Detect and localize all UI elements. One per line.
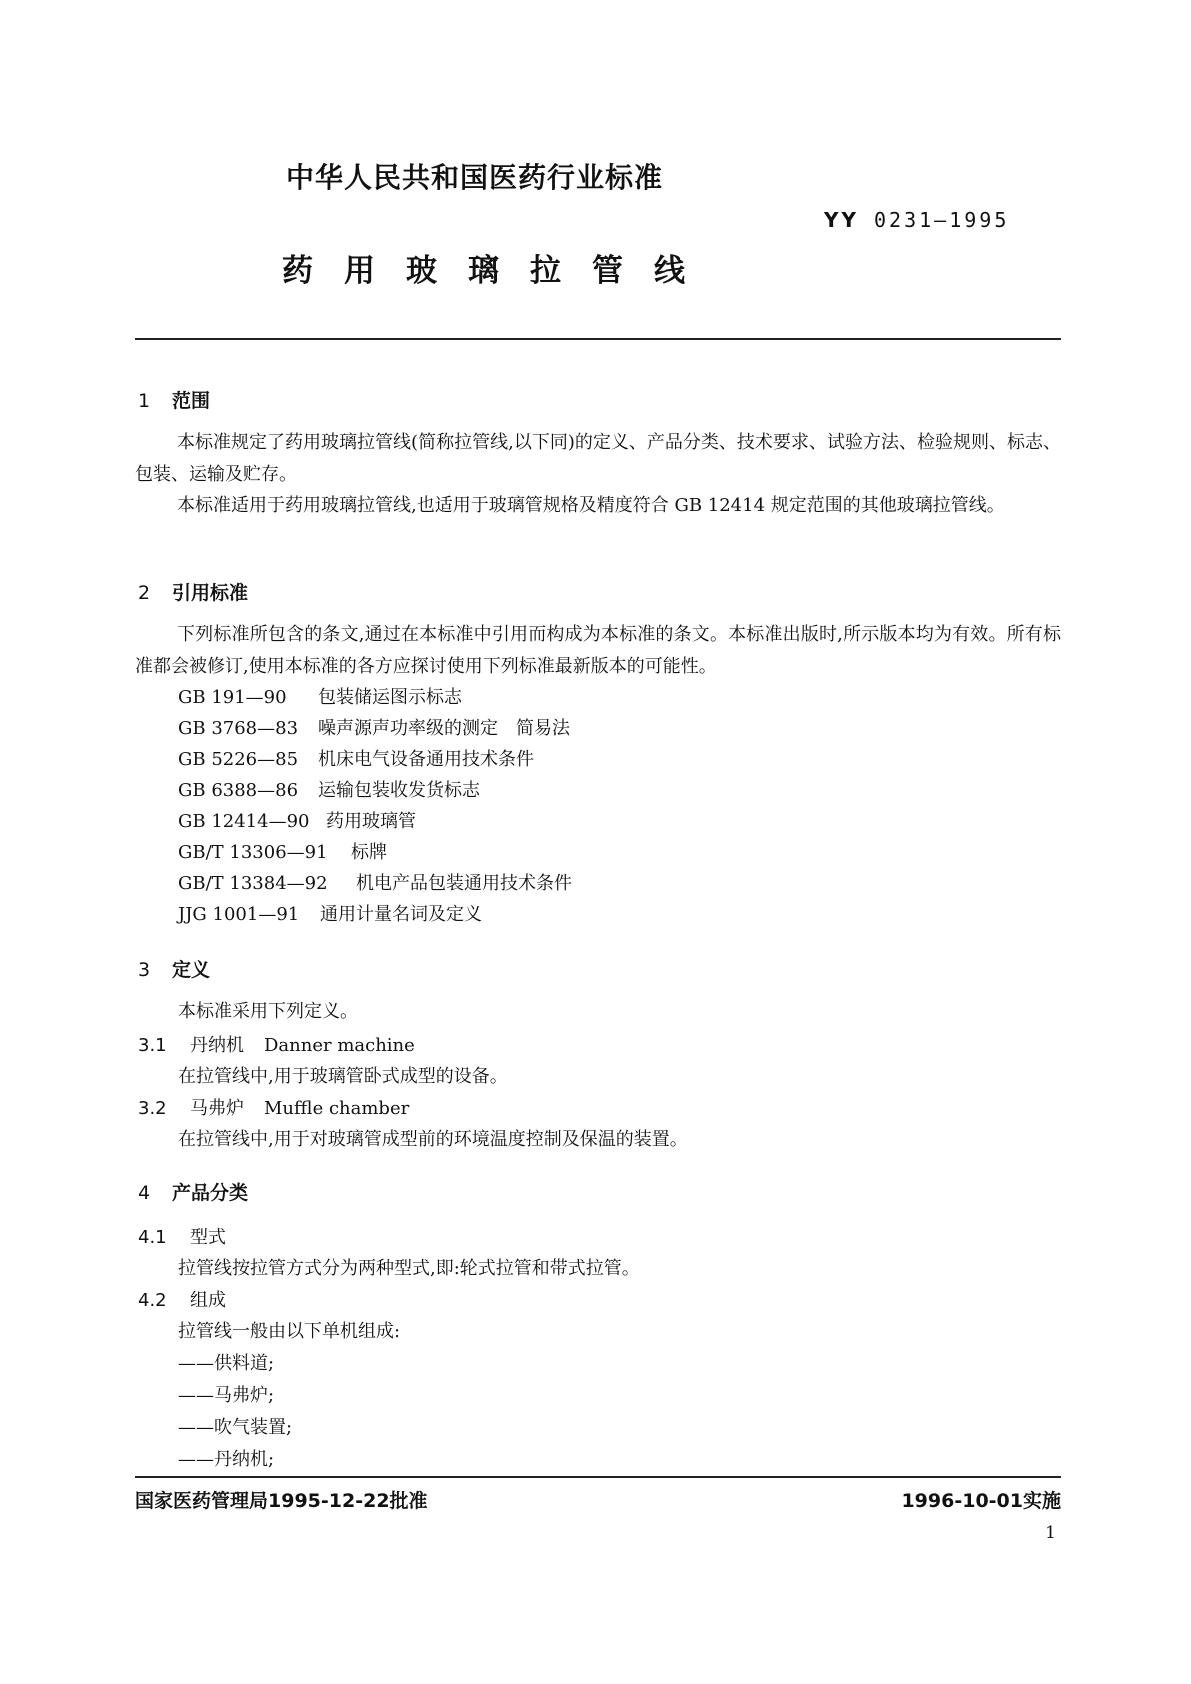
definition-term: 丹纳机 xyxy=(190,1035,244,1056)
definition-3-2 xyxy=(138,1094,409,1120)
ref-list-item xyxy=(178,713,570,744)
ref-list-item xyxy=(178,744,534,775)
ref-name: 标牌 xyxy=(351,842,387,863)
clause-number: 4.1 xyxy=(138,1227,167,1248)
section-number: 3 xyxy=(138,959,151,981)
standard-code xyxy=(824,208,1009,232)
clause-4-1 xyxy=(138,1223,226,1249)
section-number: 4 xyxy=(138,1182,151,1204)
ref-list-item xyxy=(178,806,416,837)
standard-code-number: 0231—1995 xyxy=(874,208,1010,232)
ref-name: 机电产品包装通用技术条件 xyxy=(356,873,572,894)
section-4-heading xyxy=(138,1178,248,1205)
page-number: 1 xyxy=(1045,1523,1056,1543)
clause-4-2 xyxy=(138,1286,226,1312)
clause-title: 型式 xyxy=(190,1227,226,1248)
ref-code: GB 6388—86 xyxy=(178,780,299,801)
ref-code: GB/T 13306—91 xyxy=(178,842,328,863)
component-list-item: ——供料道; xyxy=(178,1353,275,1374)
section-number: 1 xyxy=(138,390,151,412)
footer-rule xyxy=(135,1476,1061,1478)
ref-name: 药用玻璃管 xyxy=(326,811,416,832)
definition-3-1-text: 在拉管线中,用于玻璃管卧式成型的设备。 xyxy=(178,1066,508,1087)
section-1-para-2: 本标准适用于药用玻璃拉管线,也适用于玻璃管规格及精度符合 GB 12414 规定范围的其他玻璃拉管线。 xyxy=(177,495,1005,516)
effective-date: 1996-10-01实施 xyxy=(901,1490,1061,1512)
ref-list-item xyxy=(178,868,572,899)
section-title: 引用标准 xyxy=(172,582,249,604)
clause-4-1-text: 拉管线按拉管方式分为两种型式,即:轮式拉管和带式拉管。 xyxy=(178,1258,640,1279)
ref-name: 机床电气设备通用技术条件 xyxy=(318,749,534,770)
definition-english: Danner machine xyxy=(264,1035,415,1056)
ref-name: 包装储运图示标志 xyxy=(318,687,462,708)
ref-code: GB 12414—90 xyxy=(178,811,310,832)
ref-list-item xyxy=(178,682,462,713)
header-rule xyxy=(135,338,1061,340)
component-list-item: ——马弗炉; xyxy=(178,1385,275,1406)
ref-code: GB/T 13384—92 xyxy=(178,873,328,894)
clause-number: 3.1 xyxy=(138,1035,167,1056)
clause-number: 3.2 xyxy=(138,1098,167,1119)
ref-code: GB 3768—83 xyxy=(178,718,299,739)
definition-term: 马弗炉 xyxy=(190,1098,244,1119)
definition-3-2-text: 在拉管线中,用于对玻璃管成型前的环境温度控制及保温的装置。 xyxy=(178,1129,688,1150)
standard-issuer: 中华人民共和国医药行业标准 xyxy=(286,161,664,194)
ref-name: 运输包装收发货标志 xyxy=(318,780,480,801)
clause-title: 组成 xyxy=(190,1290,226,1311)
section-3-heading xyxy=(138,955,210,982)
definition-3-1 xyxy=(138,1031,415,1057)
section-title: 范围 xyxy=(172,390,211,412)
ref-list-item xyxy=(178,899,482,930)
section-2-para-1: 下列标准所包含的条文,通过在本标准中引用而构成为本标准的条文。本标准出版时,所示版本均为有效。所有标准都会被修订,使用本标准的各方应探讨使用下列标准最新版本的可能性。 xyxy=(135,624,1061,677)
clause-number: 4.2 xyxy=(138,1290,167,1311)
clause-4-2-text: 拉管线一般由以下单机组成: xyxy=(178,1321,401,1342)
section-title: 定义 xyxy=(172,959,211,981)
document-title: 药用玻璃拉管线 xyxy=(282,253,716,289)
section-title: 产品分类 xyxy=(172,1182,249,1204)
definition-english: Muffle chamber xyxy=(264,1098,410,1119)
standard-code-prefix: YY xyxy=(824,208,859,232)
component-list-item: ——丹纳机; xyxy=(178,1449,275,1470)
ref-code: JJG 1001—91 xyxy=(178,904,300,925)
section-number: 2 xyxy=(138,582,151,604)
approval-date: 国家医药管理局1995-12-22批准 xyxy=(135,1490,428,1512)
section-1-heading xyxy=(138,386,210,413)
component-list-item: ——吹气装置; xyxy=(178,1417,293,1438)
section-2-heading xyxy=(138,578,248,605)
ref-name: 噪声源声功率级的测定 简易法 xyxy=(318,718,570,739)
ref-code: GB 5226—85 xyxy=(178,749,299,770)
ref-list-item xyxy=(178,837,387,868)
ref-code: GB 191—90 xyxy=(178,687,287,708)
section-3-intro: 本标准采用下列定义。 xyxy=(178,1001,358,1022)
section-1-para-1: 本标准规定了药用玻璃拉管线(简称拉管线,以下同)的定义、产品分类、技术要求、试验方法、检验规则、标志、包装、运输及贮存。 xyxy=(135,432,1061,485)
ref-list-item xyxy=(178,775,480,806)
ref-name: 通用计量名词及定义 xyxy=(320,904,482,925)
